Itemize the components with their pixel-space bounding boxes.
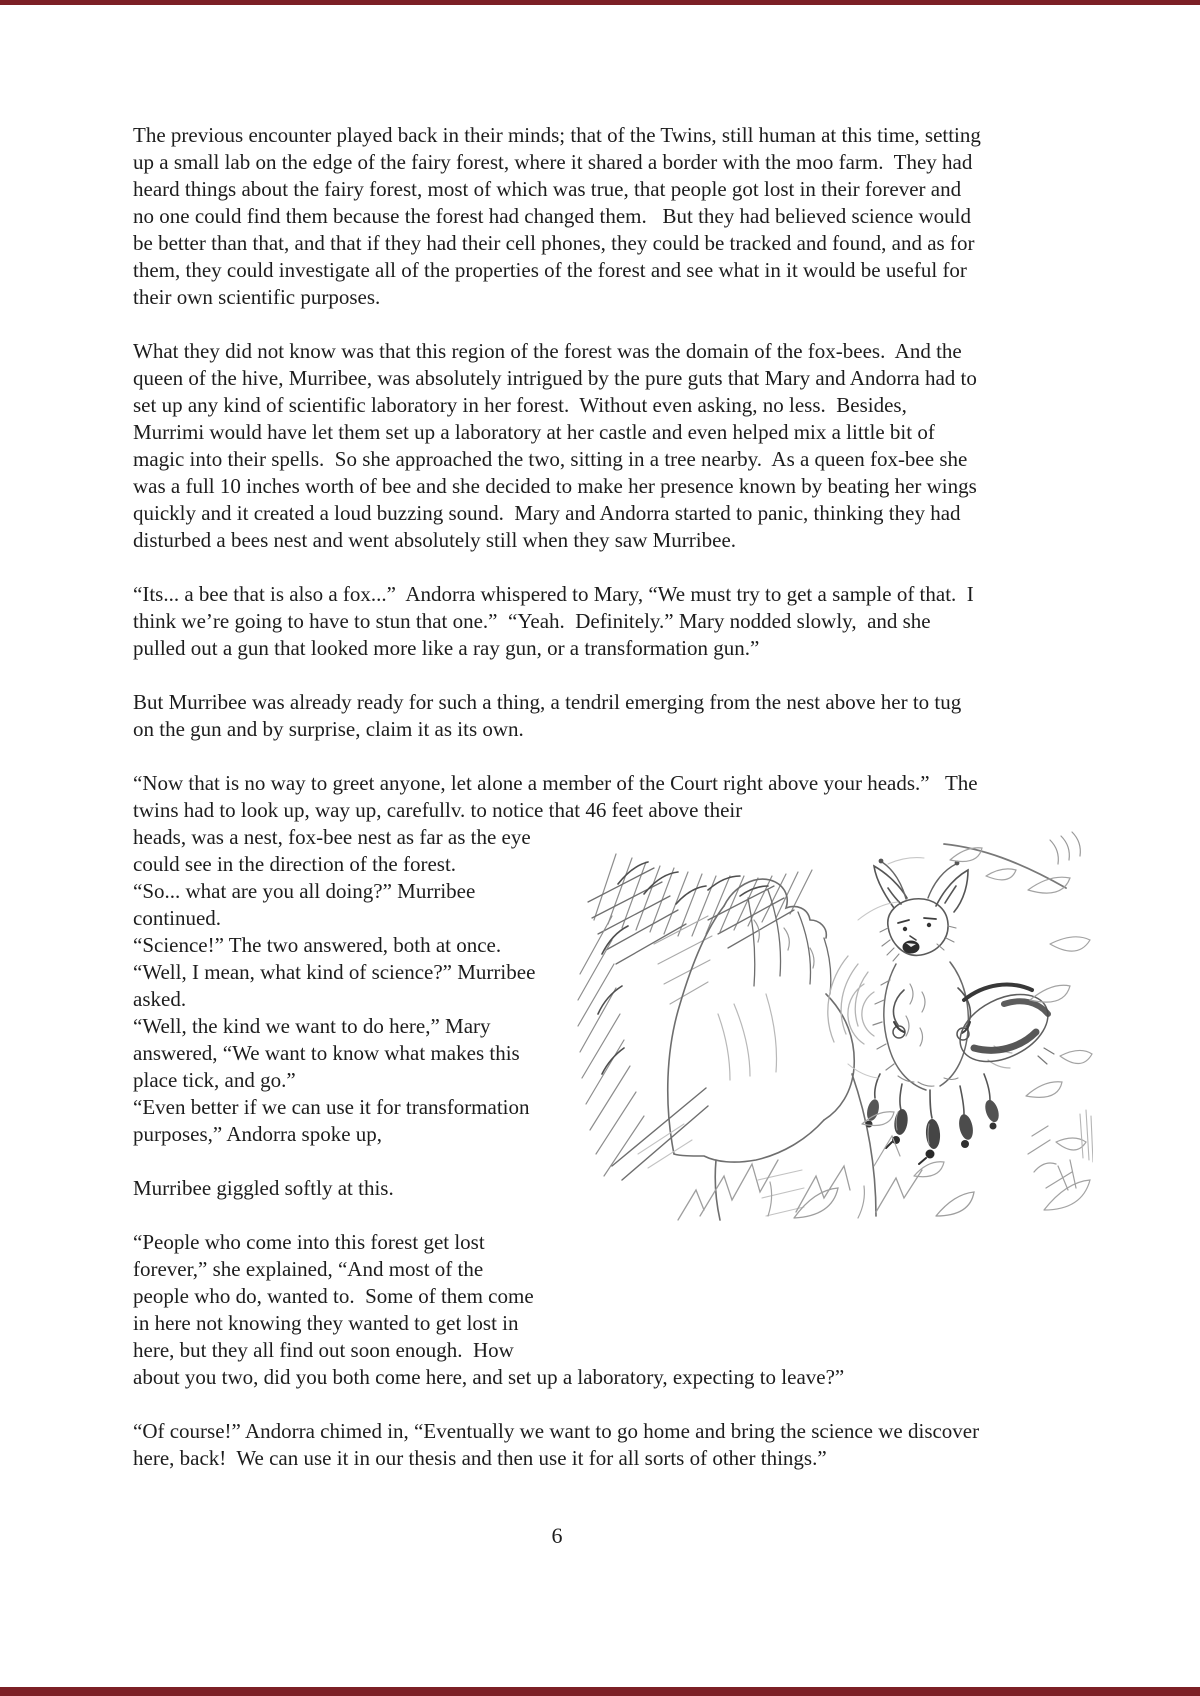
paragraph-1: The previous encounter played back in their minds; that of the Twins, still human at this time, setting up a small lab on the edge of the fairy forest, where it shared a border with the moo farm. They had heard things about the fairy forest, most of which was true, that people got lost in their forever and no one could find them because the forest had changed them. But they had believed science would be better than that, and that if they had their cell phones, they could be tracked and found, and as for them, they could investigate all of the properties of the forest and see what in it would be useful for their own scientific purposes. bbox=[133, 123, 987, 309]
page-top-edge bbox=[0, 0, 1200, 5]
dialog-line: “Even better if we can use it for transformation purposes,” Andorra spoke up, bbox=[133, 1095, 535, 1146]
story-text bbox=[133, 122, 987, 1549]
paragraph-5-wrap: heads, was a nest, fox-bee nest as far as the eye could see in the direction of the forest. bbox=[133, 825, 536, 876]
dialog-line: “Well, the kind we want to do here,” Mary answered, “We want to know what makes this place tick, and go.” bbox=[133, 1014, 525, 1092]
paragraph-8: “Of course!” Andorra chimed in, “Eventually we want to go home and bring the science we discover here, back! We can use it in our thesis and then use it for all sorts of other things.” bbox=[133, 1419, 985, 1470]
fox-bee-sketch bbox=[828, 859, 1059, 1164]
paragraph-7-rest: people who do, wanted to. Some of them come in here not knowing they wanted to get lost in here, but they all find out soon enough. How about you two, did you both come here, and set up a laboratory, expecting to leave?” bbox=[133, 1284, 845, 1389]
paragraph-4: But Murribee was already ready for such a thing, a tendril emerging from the nest above her to tug on the gun and by surprise, claim it as its own. bbox=[133, 690, 967, 741]
hand-sketch bbox=[612, 879, 876, 1220]
page-number: 6 bbox=[551, 1523, 563, 1548]
page-bottom-edge bbox=[0, 1687, 1200, 1696]
dialog-line: “Science!” The two answered, both at once. bbox=[133, 933, 502, 957]
artist-signature-scribble bbox=[1028, 1126, 1076, 1190]
dialog-line: “So... what are you all doing?” Murribee continued. bbox=[133, 879, 481, 930]
fox-bee-sketch-image bbox=[558, 824, 1093, 1358]
paragraph-7-wrap: “People who come into this forest get lost forever,” she explained, “And most of the bbox=[133, 1230, 490, 1281]
paragraph-5-lead: “Now that is no way to greet anyone, let alone a member of the Court right above your heads.” The twins had to look up, way up, carefullv. to notice that 46 feet above their bbox=[133, 771, 983, 822]
paragraph-6: Murribee giggled softly at this. bbox=[133, 1176, 394, 1200]
story-illustration bbox=[558, 824, 1093, 1358]
foliage-hatch-sketch bbox=[578, 854, 812, 1176]
paragraph-3: “Its... a bee that is also a fox...” Andorra whispered to Mary, “We must try to get a sample of that. I think we’re going to have to stun that one.” “Yeah. Definitely.” Mary nodded slowly, and she pulled out a gun that looked more like a ray gun, or a transformation gun.” bbox=[133, 582, 980, 660]
paragraph-2: What they did not know was that this region of the forest was the domain of the fox-bees. And the queen of the hive, Murribee, was absolutely intrigued by the pure guts that Mary and Andorra had to set up any kind of scientific laboratory in her forest. Without even asking, no less. Besides, Murrimi would have let them set up a laboratory at her castle and even helped mix a little bit of magic into their spells. So she approached the two, sitting in a tree nearby. As a queen fox-bee she was a full 10 inches worth of bee and she decided to make her presence known by beating her wings quickly and it created a loud buzzing sound. Mary and Andorra started to panic, thinking they had disturbed a bees nest and went absolutely still when they saw Murribee. bbox=[133, 339, 983, 552]
dialog-line: “Well, I mean, what kind of science?” Murribee asked. bbox=[133, 960, 541, 1011]
